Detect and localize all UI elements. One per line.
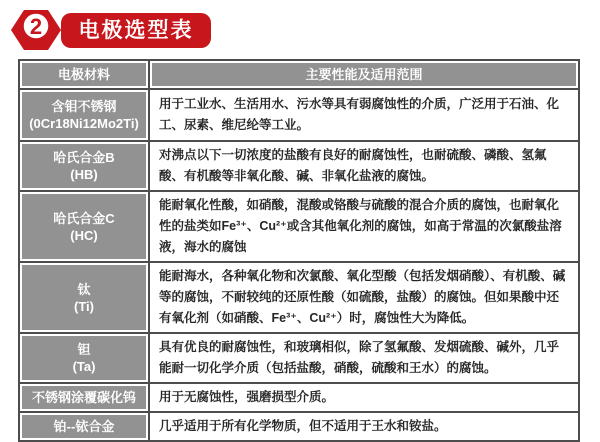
description-cell: 用于工业水、生活用水、污水等具有弱腐蚀性的介质，广泛用于石油、化工、尿素、维尼纶等工业。 <box>149 89 579 141</box>
material-cell <box>19 412 149 441</box>
material-name: 不锈钢涂覆碳化钨 <box>31 390 136 405</box>
description-cell: 能耐海水，各种氧化物和次氯酸、氧化型酸（包括发烟硝酸）、有机酸、碱等的腐蚀，不耐较纯的还原性酸（如硫酸，盐酸）的腐蚀。但如果酸中还有氧化剂（如硝酸、Fe³⁺、Cu²⁺）时，腐蚀性大为降低。 <box>149 262 579 333</box>
column-header-material: 电极材料 <box>19 60 149 89</box>
table-row <box>19 89 579 141</box>
column-header-performance: 主要性能及适用范围 <box>149 60 579 89</box>
material-cell <box>19 89 149 141</box>
section-header <box>0 0 600 56</box>
material-name: 铂--铱合金 <box>53 419 115 434</box>
description-cell: 用于无腐蚀性，强磨损型介质。 <box>149 383 579 412</box>
material-name: 钽 <box>77 342 91 357</box>
material-name: 钛 <box>77 281 91 297</box>
table-row <box>19 262 579 333</box>
description-cell: 具有优良的耐腐蚀性，和玻璃相似，除了氢氟酸、发烟硫酸、碱外，几乎能耐一切化学介质（包括盐酸，硝酸，硫酸和王水）的腐蚀。 <box>149 333 579 383</box>
material-code: (0Cr18Ni12Mo2Ti) <box>29 116 139 131</box>
material-cell <box>19 333 149 383</box>
material-cell <box>19 262 149 333</box>
table-row <box>19 191 579 262</box>
table-header-row <box>19 60 579 89</box>
material-code: (Ta) <box>72 359 96 374</box>
material-code: (HC) <box>70 227 98 243</box>
description-cell: 几乎适用于所有化学物质，但不适用于王水和铵盐。 <box>149 412 579 441</box>
description-cell: 能耐氧化性酸，如硝酸，混酸或铬酸与硫酸的混合介质的腐蚀，也耐氧化性的盐类如Fe³⁺、Cu²⁺或含其他氧化剂的腐蚀，如高于常温的次氯酸盐溶液，海水的腐蚀 <box>149 191 579 262</box>
table-row <box>19 412 579 441</box>
table-row <box>19 141 579 191</box>
material-name: 含钼不锈钢 <box>51 99 117 114</box>
material-cell <box>19 383 149 412</box>
electrode-selection-table <box>18 59 580 442</box>
badge-number: 2 <box>29 14 43 39</box>
material-code: (HB) <box>70 167 98 182</box>
table-row <box>19 333 579 383</box>
table-row <box>19 383 579 412</box>
section-number-badge <box>10 6 62 53</box>
description-cell: 对沸点以下一切浓度的盐酸有良好的耐腐蚀性，也耐硫酸、磷酸、氢氟酸、有机酸等非氧化酸、碱、非氧化盐液的腐蚀。 <box>149 141 579 191</box>
section-title-banner <box>61 13 211 48</box>
section-title: 电极选型表 <box>78 19 194 42</box>
material-name: 哈氏合金B <box>53 150 115 165</box>
material-cell <box>19 141 149 191</box>
material-name: 哈氏合金C <box>53 210 115 226</box>
material-code: (Ti) <box>74 298 94 314</box>
material-cell <box>19 191 149 262</box>
